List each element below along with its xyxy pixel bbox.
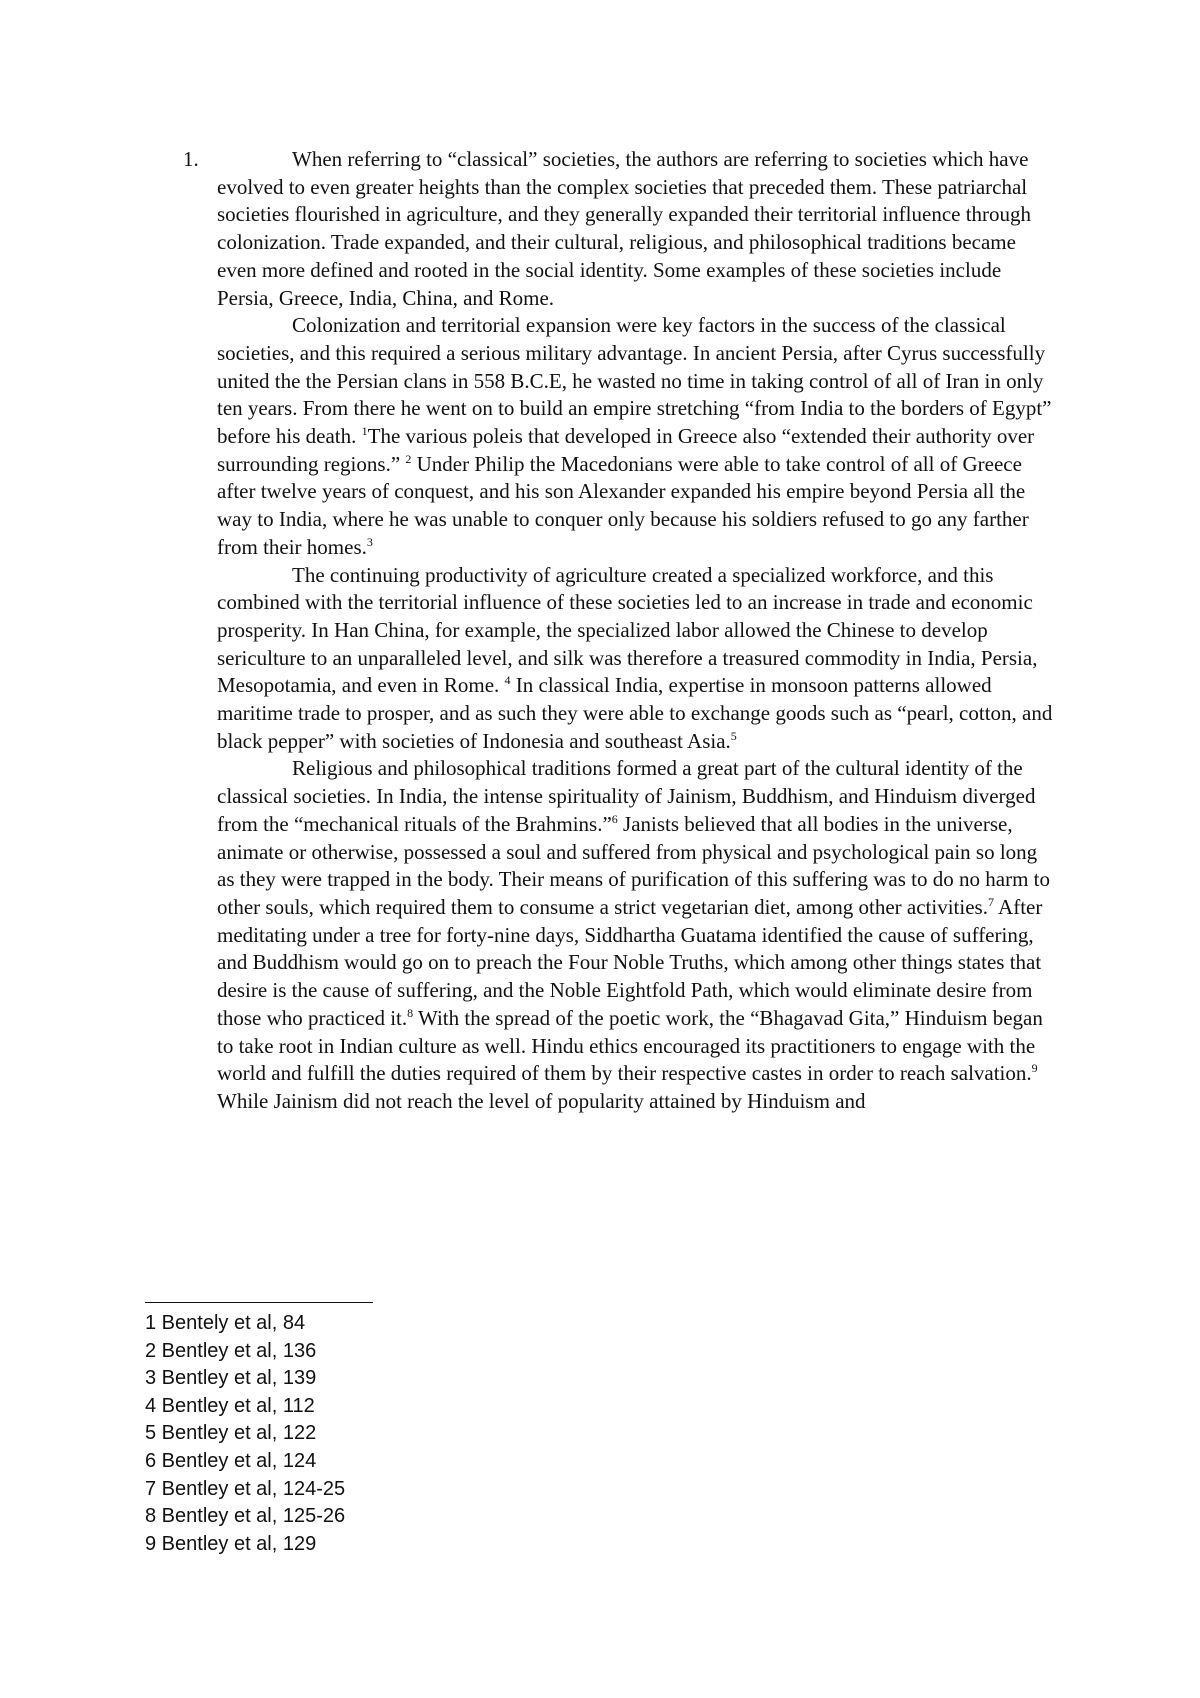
paragraph-text: With the spread of the poetic work, the “Bhagavad Gita,” Hinduism began to take root in Indian culture as well. Hindu ethics encouraged its practitioners to engage with the world and fulfill the duties required of them by their respective castes in order to reach salvation. <box>217 1005 1043 1086</box>
item-number: 1. <box>183 147 199 171</box>
paragraph-text: Janists believed that all bodies in the universe, animate or otherwise, possessed a soul and suffered from physical and psychological pain so long as they were trapped in the body. Their means of purification of this suffering was to do no harm to other souls, which required them to consume a strict vegetarian diet, among other activities. <box>217 811 1050 919</box>
footnote-list <box>145 1310 645 1558</box>
paragraph-text: The various poleis that developed in Greece also “extended their authority over surrounding regions.” <box>217 424 1035 476</box>
paragraph-text: When referring to “classical” societies, the authors are referring to societies which have evolved to even greater heights than the complex societies that preceded them. These patriarchal societies flourished in agriculture, and they generally expanded their territorial influence through colonization. Trade expanded, and their cultural, religious, and philosophical traditions became even more defined and rooted in the social identity. Some examples of these societies include Persia, Greece, India, China, and Rome. <box>217 147 1032 310</box>
footnote: 5 Bentley et al, 122 <box>145 1422 317 1445</box>
footnote: 4 Bentley et al, 112 <box>145 1394 315 1417</box>
paragraph <box>217 755 1057 1115</box>
essay-body <box>183 146 1057 1116</box>
footnote-marker: 9 <box>1031 1061 1038 1076</box>
footnote: 1 Bentely et al, 84 <box>145 1312 306 1334</box>
paragraph <box>217 562 1057 756</box>
paragraph-text: After meditating under a tree for forty-nine days, Siddhartha Guatama identified the cause of suffering, and Buddhism would go on to preach the Four Noble Truths, which among other things states that desire is the cause of suffering, and the Noble Eightfold Path, which would eliminate desire from those who practiced it. <box>217 894 1043 1030</box>
footnote-marker: 2 <box>405 451 412 466</box>
paragraph-text: The continuing productivity of agriculture created a specialized workforce, and this combined with the territorial influence of these societies led to an increase in trade and economic prosperity. In Han China, for example, the specialized labor allowed the Chinese to develop sericulture to an unparalleled level, and silk was therefore a treasured commodity in India, Persia, Mesopotamia, and even in Rome. <box>217 562 1038 698</box>
footnote: 8 Bentley et al, 125-26 <box>145 1505 346 1528</box>
footnote-marker: 3 <box>366 534 373 549</box>
footnote-marker: 1 <box>361 424 368 439</box>
footnote-marker: 5 <box>730 728 737 743</box>
footnote: 2 Bentley et al, 136 <box>145 1339 317 1362</box>
footnote-marker: 4 <box>504 673 511 688</box>
paragraph-text: While Jainism did not reach the level of popularity attained by Hinduism and <box>217 1088 866 1113</box>
footnote: 3 Bentley et al, 139 <box>145 1367 317 1390</box>
paragraph <box>217 312 1057 561</box>
paragraph-text: Under Philip the Macedonians were able to take control of all of Greece after twelve years of conquest, and his son Alexander expanded his empire beyond Persia all the way to India, where he was unable to conquer only because his soldiers refused to go any farther from their homes. <box>217 451 1029 559</box>
footnote-marker: 6 <box>611 811 618 826</box>
footnote: 9 Bentley et al, 129 <box>145 1532 317 1555</box>
footnote-marker: 8 <box>407 1005 414 1020</box>
footnote: 6 Bentley et al, 124 <box>145 1449 317 1472</box>
paragraph-text: Colonization and territorial expansion were key factors in the success of the classical societies, and this required a serious military advantage. In ancient Persia, after Cyrus successfully united the the Persian clans in 558 B.C.E, he wasted no time in taking control of all of Iran in only ten years. From there he went on to build an empire stretching “from India to the borders of Egypt” before his death. <box>217 313 1052 449</box>
paragraph-text: In classical India, expertise in monsoon patterns allowed maritime trade to prosper, and as such they were able to exchange goods such as “pearl, cotton, and black pepper” with societies of Indonesia and southeast Asia. <box>217 673 1053 753</box>
paragraph <box>217 146 1057 312</box>
footnote-separator <box>145 1302 373 1303</box>
footnote-marker: 7 <box>987 894 994 909</box>
paragraph-text: Religious and philosophical traditions formed a great part of the cultural identity of the classical societies. In India, the intense spirituality of Jainism, Buddhism, and Hinduism diverged from the “mechanical rituals of the Brahmins.” <box>217 756 1036 836</box>
footnote: 7 Bentley et al, 124-25 <box>145 1477 346 1500</box>
